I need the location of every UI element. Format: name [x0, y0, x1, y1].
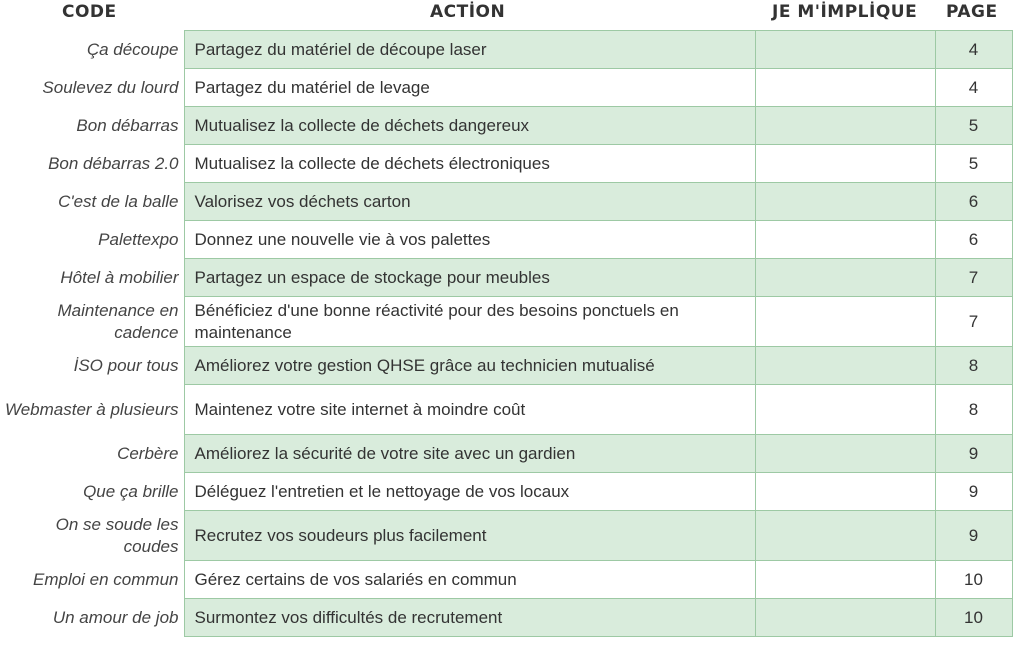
action-cell: Améliorez votre gestion QHSE grâce au technicien mutualisé — [184, 347, 755, 385]
code-cell: Palettexpo — [98, 229, 179, 249]
code-cell: Bon débarras — [76, 115, 179, 135]
table-row — [0, 69, 1012, 107]
code-cell: Emploi en commun — [32, 569, 179, 589]
action-cell: Valorisez vos déchets carton — [184, 183, 755, 221]
implication-cell[interactable] — [755, 183, 935, 221]
table-row — [0, 511, 1012, 561]
implication-cell[interactable] — [755, 107, 935, 145]
code-cell: C'est de la balle — [58, 191, 179, 211]
implication-cell[interactable] — [755, 69, 935, 107]
code-cell: İSO pour tous — [73, 355, 179, 375]
page-cell: 10 — [935, 561, 1012, 599]
code-cell: Cerbère — [117, 443, 179, 463]
code-cell: Webmaster à plusieurs — [4, 399, 179, 419]
table-row — [0, 221, 1012, 259]
header-code: CODE — [62, 2, 117, 22]
table-row — [0, 31, 1012, 69]
page-cell: 5 — [935, 145, 1012, 183]
action-cell: Mutualisez la collecte de déchets dangereux — [184, 107, 755, 145]
page-cell: 6 — [935, 183, 1012, 221]
action-cell: Mutualisez la collecte de déchets électroniques — [184, 145, 755, 183]
code-cell: Que ça brille — [83, 481, 179, 501]
code-cell: On se soude les coudes — [55, 514, 179, 556]
page-cell: 7 — [935, 297, 1012, 347]
implication-cell[interactable] — [755, 473, 935, 511]
implication-cell[interactable] — [755, 145, 935, 183]
table-row — [0, 435, 1012, 473]
implication-cell[interactable] — [755, 599, 935, 637]
table-row — [0, 183, 1012, 221]
page-cell: 9 — [935, 473, 1012, 511]
action-cell: Surmontez vos difficultés de recrutement — [184, 599, 755, 637]
page-cell: 8 — [935, 347, 1012, 385]
action-cell: Déléguez l'entretien et le nettoyage de vos locaux — [184, 473, 755, 511]
table-row — [0, 107, 1012, 145]
header-je-m-implique: JE M'İMPLİQUE — [772, 2, 918, 22]
action-cell: Améliorez la sécurité de votre site avec un gardien — [184, 435, 755, 473]
page-cell: 6 — [935, 221, 1012, 259]
action-cell: Partagez du matériel de levage — [184, 69, 755, 107]
code-cell: Soulevez du lourd — [42, 77, 179, 97]
implication-cell[interactable] — [755, 435, 935, 473]
implication-cell[interactable] — [755, 221, 935, 259]
table-row — [0, 473, 1012, 511]
implication-cell[interactable] — [755, 347, 935, 385]
table-row — [0, 259, 1012, 297]
page-cell: 9 — [935, 435, 1012, 473]
code-cell: Hôtel à mobilier — [60, 267, 179, 287]
action-cell: Partagez un espace de stockage pour meubles — [184, 259, 755, 297]
implication-cell[interactable] — [755, 297, 935, 347]
table-row — [0, 385, 1012, 435]
page-cell: 8 — [935, 385, 1012, 435]
code-cell: Maintenance en cadence — [57, 300, 179, 342]
implication-cell[interactable] — [755, 511, 935, 561]
page-cell: 4 — [935, 31, 1012, 69]
action-cell: Recrutez vos soudeurs plus facilement — [184, 511, 755, 561]
implication-cell[interactable] — [755, 385, 935, 435]
actions-table — [0, 30, 1013, 637]
action-cell: Maintenez votre site internet à moindre coût — [184, 385, 755, 435]
code-cell: Ça découpe — [86, 39, 179, 59]
page-cell: 4 — [935, 69, 1012, 107]
page-cell: 10 — [935, 599, 1012, 637]
action-cell: Donnez une nouvelle vie à vos palettes — [184, 221, 755, 259]
table-row — [0, 145, 1012, 183]
table-header — [0, 0, 1024, 30]
implication-cell[interactable] — [755, 561, 935, 599]
page-cell: 5 — [935, 107, 1012, 145]
page-cell: 7 — [935, 259, 1012, 297]
code-cell: Un amour de job — [52, 607, 179, 627]
page-cell: 9 — [935, 511, 1012, 561]
code-cell: Bon débarras 2.0 — [48, 153, 179, 173]
table-row — [0, 561, 1012, 599]
implication-cell[interactable] — [755, 31, 935, 69]
table-row — [0, 599, 1012, 637]
header-action: ACTİON — [430, 2, 506, 22]
action-cell: Bénéficiez d'une bonne réactivité pour des besoins ponctuels en maintenance — [184, 297, 755, 347]
table-row — [0, 347, 1012, 385]
table-row — [0, 297, 1012, 347]
header-page: PAGE — [946, 2, 998, 22]
action-cell: Gérez certains de vos salariés en commun — [184, 561, 755, 599]
action-cell: Partagez du matériel de découpe laser — [184, 31, 755, 69]
implication-cell[interactable] — [755, 259, 935, 297]
